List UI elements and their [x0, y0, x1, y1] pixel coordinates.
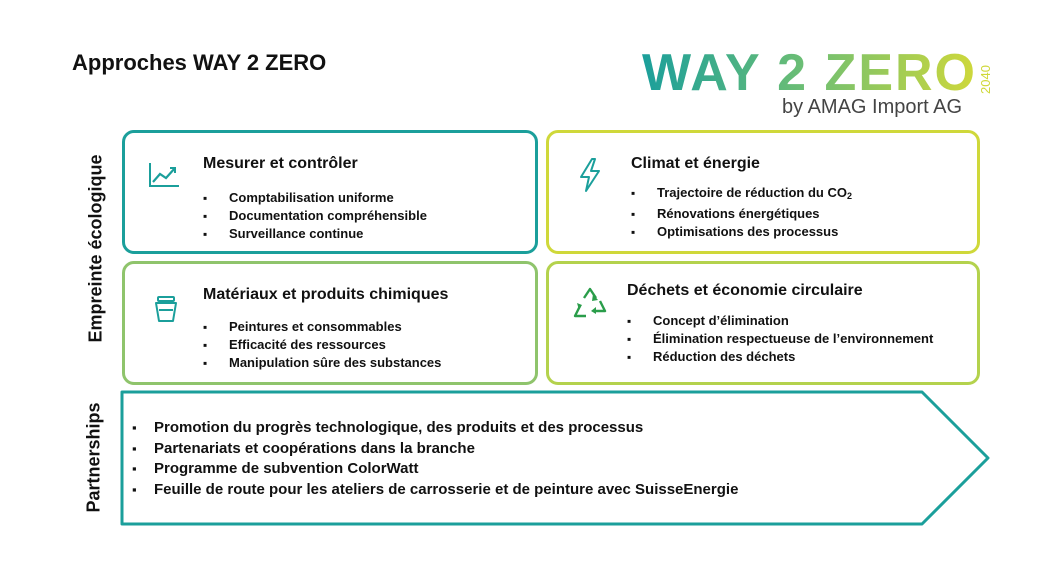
- list-item: ▪ Documentation compréhensible: [203, 207, 427, 225]
- partnerships-list: [132, 418, 738, 500]
- co2-text: Trajectoire de réduction du CO: [657, 185, 847, 200]
- list-item: ▪ Surveillance continue: [203, 225, 427, 243]
- card-materials: [122, 261, 538, 385]
- list-item: ▪ Peintures et consommables: [203, 318, 441, 336]
- card-title: Déchets et économie circulaire: [627, 282, 863, 299]
- lightning-icon: [577, 157, 603, 198]
- list-item: ▪ Efficacité des ressources: [203, 336, 441, 354]
- card-title: Mesurer et contrôler: [203, 155, 358, 172]
- side-label-eco: Empreinte écologique: [85, 154, 106, 343]
- card-title: Climat et énergie: [631, 155, 760, 172]
- card-title: Matériaux et produits chimiques: [203, 286, 449, 303]
- line-chart-icon: [147, 161, 181, 194]
- side-label-partnerships: Partnerships: [83, 402, 104, 513]
- list-item: ▪ Rénovations énergétiques: [631, 205, 852, 223]
- card-list: [631, 184, 852, 241]
- list-item: ▪ Élimination respectueuse de l’environnement: [627, 330, 933, 348]
- card-list: [627, 312, 933, 366]
- list-item: ▪ Promotion du progrès technologique, des produits et des processus: [132, 418, 738, 439]
- list-item: ▪ Feuille de route pour les ateliers de carrosserie et de peinture avec SuisseEnergie: [132, 480, 738, 501]
- list-item: ▪ Comptabilisation uniforme: [203, 189, 427, 207]
- logo-wordmark: WAY 2 ZERO: [642, 44, 977, 100]
- list-item: [631, 184, 852, 205]
- logo-year: 2040: [978, 65, 993, 94]
- card-waste: [546, 261, 980, 385]
- list-item: ▪ Partenariats et coopérations dans la branche: [132, 439, 738, 460]
- list-item: ▪ Programme de subvention ColorWatt: [132, 459, 738, 480]
- recycle-icon: [571, 286, 609, 325]
- card-list: [203, 189, 427, 243]
- logo-byline: by AMAG Import AG: [782, 96, 963, 118]
- list-item: ▪ Manipulation sûre des substances: [203, 354, 441, 372]
- co2-subscript: 2: [846, 191, 852, 201]
- card-measure: [122, 130, 538, 254]
- card-list: [203, 318, 441, 372]
- paint-bucket-icon: [153, 294, 179, 329]
- list-item: ▪ Optimisations des processus: [631, 223, 852, 241]
- card-climate: [546, 130, 980, 254]
- list-item: ▪ Réduction des déchets: [627, 348, 933, 366]
- list-item: ▪ Concept d’élimination: [627, 312, 933, 330]
- page-title: Approches WAY 2 ZERO: [72, 50, 327, 75]
